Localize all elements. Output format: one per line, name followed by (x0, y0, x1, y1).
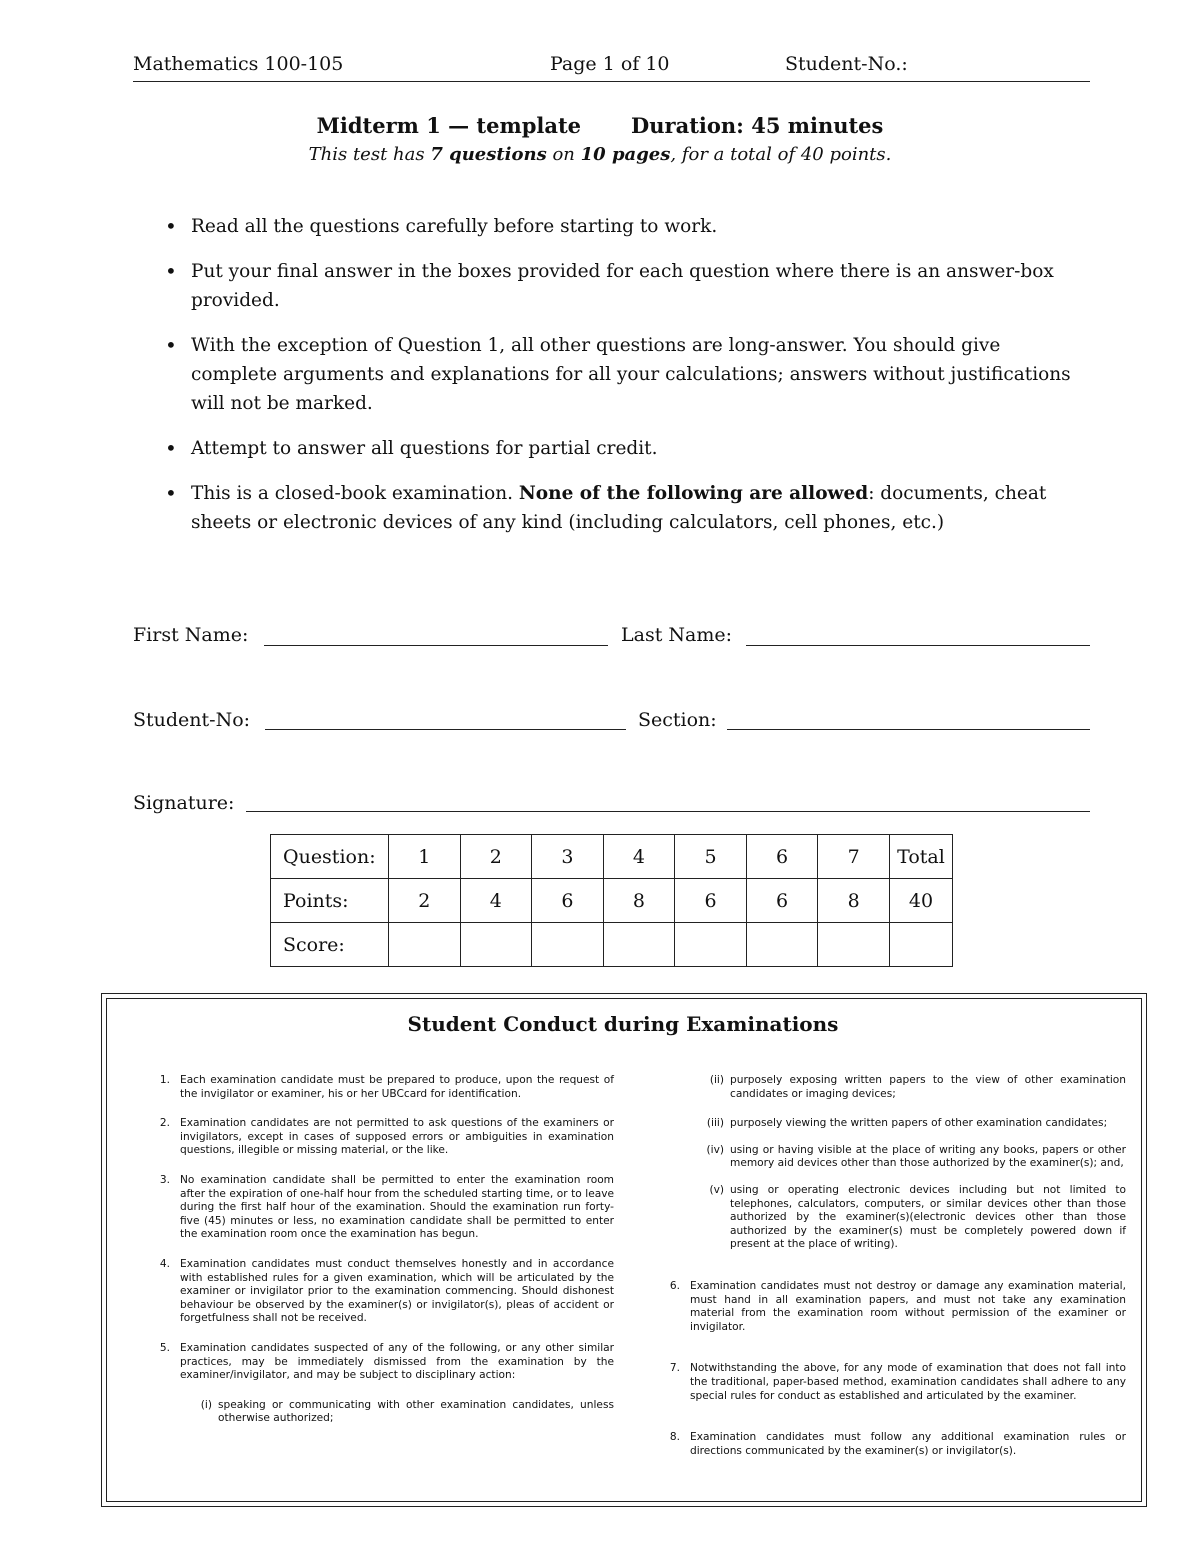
signature-label: Signature: (133, 792, 235, 814)
score-cell[interactable] (675, 923, 747, 967)
question-number: 7 (818, 835, 890, 879)
last-name-label: Last Name: (621, 624, 732, 646)
instruction-item: • Read all the questions carefully before starting to work. (165, 212, 1090, 241)
conduct-sub-item: (iii) purposely viewing the written papers of other examination candidates; (706, 1117, 1108, 1130)
points-value: 4 (460, 879, 532, 923)
score-table (270, 834, 953, 967)
section-field[interactable] (727, 729, 1090, 730)
instruction-item-closed-book: • This is a closed-book examination. None of the following are allowed: documents, cheat sheets or electronic devices of any kind (including calculators, cell phones, etc.) (165, 479, 1090, 537)
exam-subtitle: This test has 7 questions on 10 pages, for a total of 40 points. (308, 144, 892, 165)
points-value: 8 (818, 879, 890, 923)
conduct-right-column (669, 1074, 1126, 1474)
points-value: 2 (389, 879, 461, 923)
points-value: 6 (746, 879, 818, 923)
points-row (271, 879, 953, 923)
conduct-item: 8. Examination candidates must follow any additional examination rules or directions communicated by the examiner(s) or invigilator(s). (669, 1431, 1126, 1457)
conduct-sub-item: (iv) using or having visible at the place of writing any books, papers or other memory aid devices other than those authorized by the examiner(s); and, (706, 1143, 1126, 1170)
question-number: 3 (532, 835, 604, 879)
page-number: Page 1 of 10 (550, 53, 670, 75)
conduct-item: 6. Examination candidates must not destroy or damage any examination material, must hand in all examination papers, and must not take any examination material from the examination room without permission of the examiner or invigilator. (669, 1279, 1126, 1333)
exam-title: Midterm 1 — template (316, 113, 582, 138)
question-row (271, 835, 953, 879)
course-name: Mathematics 100-105 (133, 53, 344, 75)
conduct-item: 7. Notwithstanding the above, for any mode of examination that does not fall into the traditional, paper-based method, examination candidates shall adhere to any special rules for conduct as established and articulated by the examiner. (669, 1362, 1126, 1402)
row-label: Score: (271, 923, 389, 967)
signature-field[interactable] (246, 811, 1090, 812)
row-label: Question: (271, 835, 389, 879)
question-number: 4 (603, 835, 675, 879)
conduct-item: 2. Examination candidates are not permitted to ask questions of the examiners or invigilators, except in cases of supposed errors or ambiguities in examination questions, illegible or missing material, or the like. (159, 1117, 614, 1157)
instruction-item: • Put your final answer in the boxes provided for each question where there is an answer-box provided. (165, 257, 1090, 315)
conduct-title: Student Conduct during Examinations (407, 1012, 839, 1036)
instructions-list (165, 212, 1090, 553)
student-no-label: Student-No: (133, 709, 251, 731)
first-name-field[interactable] (264, 645, 608, 646)
total-header: Total (890, 835, 953, 879)
conduct-sub-item: (v) using or operating electronic devices including but not limited to telephones, calculators, computers, or similar devices other than those authorized by the examiner(s)(electronic devices other than those authorized by the examiner(s) must be completely powered down if present at the place of writing). (709, 1183, 1126, 1251)
conduct-sub-item: (i) speaking or communicating with other examination candidates, unless otherwise authorized; (200, 1398, 614, 1425)
points-value: 6 (532, 879, 604, 923)
question-number: 1 (389, 835, 461, 879)
score-cell[interactable] (746, 923, 818, 967)
conduct-left-column (159, 1074, 614, 1442)
question-number: 5 (675, 835, 747, 879)
instruction-item: • With the exception of Question 1, all other questions are long-answer. You should give complete arguments and explanations for all your calculations; answers without justifications will not be marked. (165, 331, 1090, 418)
points-total: 40 (890, 879, 953, 923)
page-header (133, 53, 1090, 82)
score-cell[interactable] (532, 923, 604, 967)
points-value: 6 (675, 879, 747, 923)
conduct-item: 4. Examination candidates must conduct themselves honestly and in accordance with established rules for a given examination, which will be articulated by the examiner or invigilator prior to the examination commencing. Should dishonest behaviour be observed by the examiner(s) or invigilator(s), pleas of accident or forgetfulness shall not be received. (159, 1257, 614, 1325)
score-cell[interactable] (603, 923, 675, 967)
score-cell[interactable] (389, 923, 461, 967)
row-label: Points: (271, 879, 389, 923)
exam-duration: Duration: 45 minutes (631, 113, 884, 138)
conduct-item: 3. No examination candidate shall be permitted to enter the examination room after the expiration of one-half hour from the scheduled starting time, or to leave during the first half hour of the examination. Should the examination run forty-five (45) minutes or less, no examination candidate shall be permitted to enter the examination room once the examination has begun. (159, 1173, 614, 1241)
section-label: Section: (638, 709, 717, 731)
student-no-field[interactable] (265, 729, 626, 730)
conduct-sub-item: (ii) purposely exposing written papers to the view of other examination candidates or imaging devices; (709, 1074, 1126, 1100)
exam-title-line (0, 113, 1200, 138)
question-number: 2 (460, 835, 532, 879)
conduct-item: 5. Examination candidates suspected of any of the following, or any other similar practices, may be immediately dismissed from the examination by the examiner/invigilator, and may be subject to disciplinary action: (159, 1341, 614, 1382)
instruction-item: • Attempt to answer all questions for partial credit. (165, 434, 1090, 463)
first-name-label: First Name: (133, 624, 249, 646)
header-student-no-label: Student-No.: (785, 53, 908, 75)
points-value: 8 (603, 879, 675, 923)
last-name-field[interactable] (746, 645, 1090, 646)
score-cell-total[interactable] (890, 923, 953, 967)
score-cell[interactable] (460, 923, 532, 967)
score-cell[interactable] (818, 923, 890, 967)
question-number: 6 (746, 835, 818, 879)
score-row (271, 923, 953, 967)
conduct-item: 1. Each examination candidate must be prepared to produce, upon the request of the invigilator or examiner, his or her UBCcard for identification. (159, 1074, 614, 1100)
